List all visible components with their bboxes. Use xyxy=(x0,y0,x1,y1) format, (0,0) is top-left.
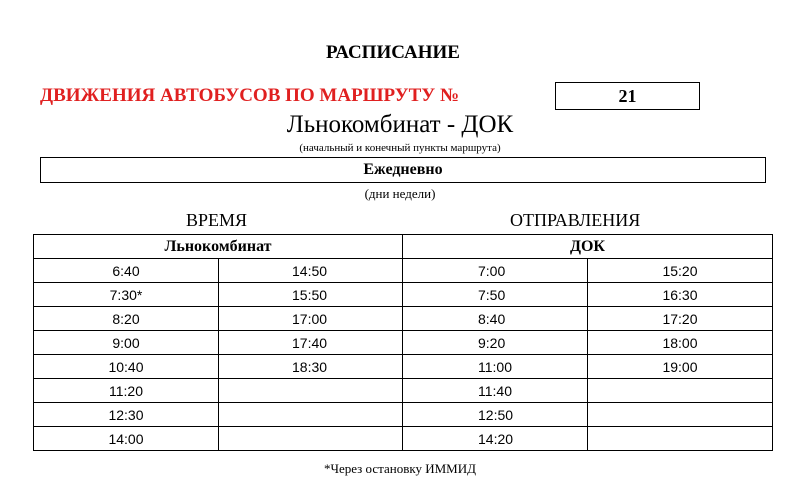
table-row xyxy=(34,331,773,355)
time-cell xyxy=(34,283,219,307)
time-value: 14:00 xyxy=(108,430,144,447)
time-cell xyxy=(588,259,773,283)
table-row xyxy=(34,427,773,451)
time-value: 10:40 xyxy=(108,358,144,375)
time-cell xyxy=(34,427,219,451)
time-cell xyxy=(219,355,403,379)
time-cell xyxy=(219,403,403,427)
time-value: 11:00 xyxy=(478,358,512,375)
time-cell xyxy=(403,379,588,403)
time-value: 9:00 xyxy=(112,334,140,351)
time-cell xyxy=(403,259,588,283)
time-cell xyxy=(588,355,773,379)
time-value: 15:50 xyxy=(292,286,328,303)
time-value: 9:20 xyxy=(478,334,506,351)
footnote: *Через остановку ИММИД xyxy=(324,461,476,476)
time-value: 7:30* xyxy=(109,286,143,303)
table-row xyxy=(34,283,773,307)
time-value: 12:50 xyxy=(478,406,514,423)
time-cell xyxy=(588,427,773,451)
time-value xyxy=(219,383,292,399)
time-value: 11:20 xyxy=(109,382,143,399)
time-value: 19:00 xyxy=(662,358,698,375)
time-cell xyxy=(34,307,219,331)
time-value: 17:20 xyxy=(662,310,698,327)
table-row xyxy=(34,259,773,283)
time-cell xyxy=(219,331,403,355)
time-cell xyxy=(588,331,773,355)
time-cell xyxy=(588,307,773,331)
time-cell xyxy=(34,355,219,379)
time-value: 7:00 xyxy=(478,262,506,279)
time-cell xyxy=(403,355,588,379)
schedule-title: РАСПИСАНИЕ xyxy=(326,42,460,63)
time-cell xyxy=(219,307,403,331)
time-value: 11:40 xyxy=(478,382,512,399)
days-caption: (дни недели) xyxy=(364,186,436,201)
time-cell xyxy=(403,331,588,355)
days-box: Ежедневно xyxy=(40,157,766,183)
stop-header-lnokombinat: Льнокомбинат xyxy=(34,235,403,259)
time-cell xyxy=(34,331,219,355)
time-value: 8:20 xyxy=(112,310,140,327)
time-cell xyxy=(219,379,403,403)
time-value: 6:40 xyxy=(112,262,140,279)
time-cell xyxy=(588,283,773,307)
table-row xyxy=(34,379,773,403)
time-value xyxy=(219,431,292,447)
time-cell xyxy=(403,307,588,331)
section-label-departures: ОТПРАВЛЕНИЯ xyxy=(510,210,641,230)
time-value: 14:20 xyxy=(478,430,514,447)
time-cell xyxy=(588,379,773,403)
time-value xyxy=(219,407,292,423)
table-row xyxy=(34,403,773,427)
time-value: 12:30 xyxy=(108,406,144,423)
time-value: 8:40 xyxy=(478,310,506,327)
time-cell xyxy=(34,259,219,283)
time-cell xyxy=(403,427,588,451)
route-label: ДВИЖЕНИЯ АВТОБУСОВ ПО МАРШРУТУ № xyxy=(40,85,460,106)
route-caption: (начальный и конечный пункты маршрута) xyxy=(299,142,501,154)
section-label-time: ВРЕМЯ xyxy=(186,210,248,230)
time-cell xyxy=(34,379,219,403)
time-value: 18:30 xyxy=(292,358,328,375)
time-value: 17:00 xyxy=(292,310,328,327)
time-cell xyxy=(219,427,403,451)
schedule-table xyxy=(33,234,773,451)
table-header-row xyxy=(34,235,773,259)
time-cell xyxy=(219,283,403,307)
table-row xyxy=(34,307,773,331)
route-number-box: 21 xyxy=(555,82,700,110)
stop-header-dok: ДОК xyxy=(403,235,773,259)
time-value: 17:40 xyxy=(292,334,328,351)
table-row xyxy=(34,355,773,379)
time-cell xyxy=(403,283,588,307)
time-value: 16:30 xyxy=(662,286,698,303)
time-value: 7:50 xyxy=(478,286,506,303)
time-value: 18:00 xyxy=(662,334,698,351)
time-cell xyxy=(403,403,588,427)
route-name: Льнокомбинат - ДОК xyxy=(286,111,514,138)
time-value: 15:20 xyxy=(662,262,698,279)
time-cell xyxy=(219,259,403,283)
time-value: 14:50 xyxy=(292,262,328,279)
time-cell xyxy=(588,403,773,427)
time-cell xyxy=(34,403,219,427)
